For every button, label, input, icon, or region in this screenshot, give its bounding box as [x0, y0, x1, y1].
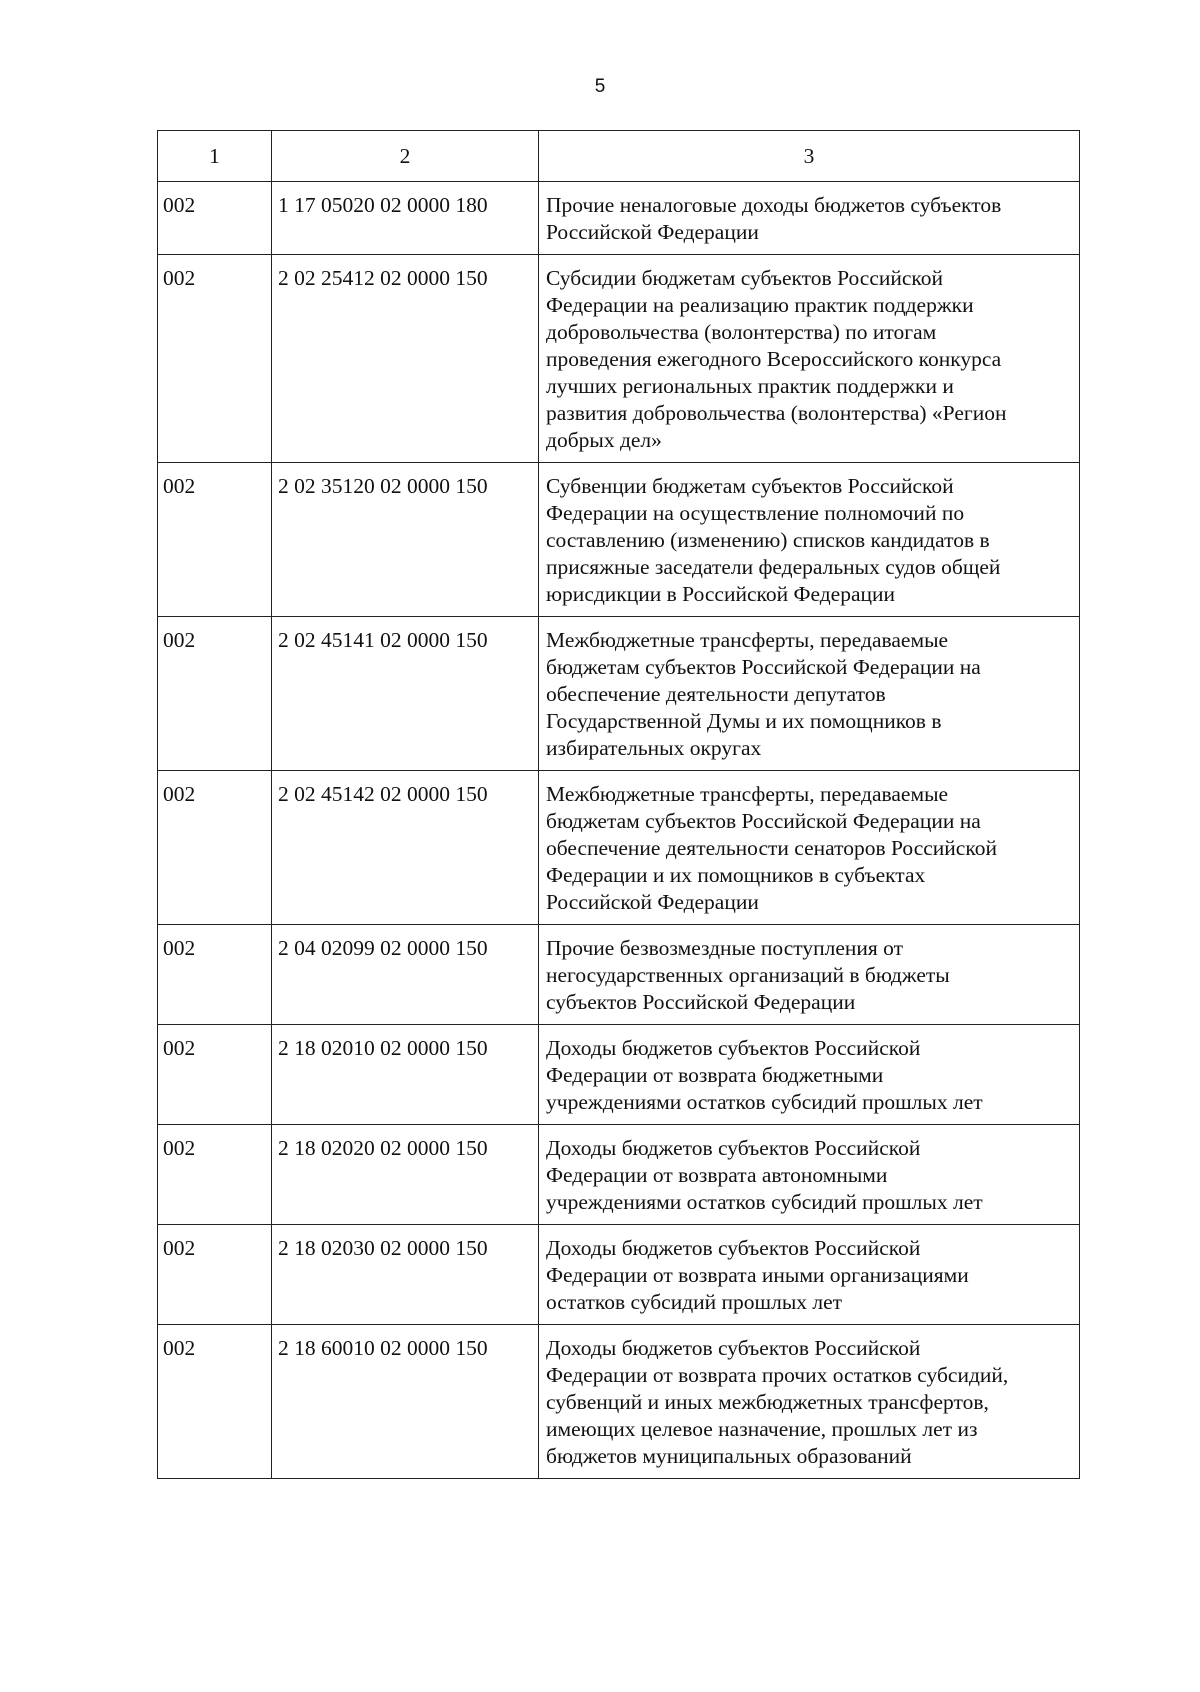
revenue-description	[546, 1135, 1071, 1216]
revenue-description-cell	[539, 1225, 1080, 1325]
table-row	[158, 925, 1080, 1025]
table-row	[158, 617, 1080, 771]
description-line: Федерации и их помощников в субъектах	[546, 863, 926, 887]
budget-classification-code-cell: 2 02 45142 02 0000 150	[272, 771, 539, 925]
revenue-description	[546, 1235, 1071, 1316]
admin-code-cell: 002	[158, 1225, 272, 1325]
table-row	[158, 463, 1080, 617]
description-line: Прочие безвозмездные поступления от	[546, 936, 904, 960]
description-line: Федерации на реализацию практик поддержки	[546, 293, 974, 317]
revenue-description	[546, 265, 1071, 454]
budget-classification-code-cell: 2 04 02099 02 0000 150	[272, 925, 539, 1025]
description-line: остатков субсидий прошлых лет	[546, 1290, 843, 1314]
admin-code-cell: 002	[158, 1025, 272, 1125]
revenue-description	[546, 1335, 1071, 1470]
column-header-3: 3	[539, 131, 1080, 182]
admin-code-cell: 002	[158, 1125, 272, 1225]
table-header-row	[158, 131, 1080, 182]
description-line: Федерации от возврата иными организациями	[546, 1263, 969, 1287]
description-line: Субсидии бюджетам субъектов Российской	[546, 266, 944, 290]
description-line: Федерации от возврата автономными	[546, 1163, 888, 1187]
page-number: 5	[594, 76, 606, 97]
description-line: обеспечение деятельности сенаторов Российской	[546, 836, 997, 860]
revenue-description-cell	[539, 182, 1080, 255]
table-row	[158, 1225, 1080, 1325]
description-line: проведения ежегодного Всероссийского конкурса	[546, 347, 1002, 371]
description-line: Доходы бюджетов субъектов Российской	[546, 1336, 921, 1360]
table-body	[158, 131, 1080, 1479]
description-line: добровольчества (волонтерства) по итогам	[546, 320, 937, 344]
admin-code-cell: 002	[158, 771, 272, 925]
column-header-2: 2	[272, 131, 539, 182]
description-line: развития добровольчества (волонтерства) «Регион	[546, 401, 1007, 425]
description-line: бюджетам субъектов Российской Федерации на	[546, 809, 981, 833]
admin-code-cell: 002	[158, 463, 272, 617]
description-line: присяжные заседатели федеральных судов общей	[546, 555, 1001, 579]
table-row	[158, 182, 1080, 255]
budget-classification-code-cell: 2 18 02020 02 0000 150	[272, 1125, 539, 1225]
revenue-description-cell	[539, 1325, 1080, 1479]
description-line: Межбюджетные трансферты, передаваемые	[546, 782, 949, 806]
budget-classification-code-cell: 2 18 02030 02 0000 150	[272, 1225, 539, 1325]
description-line: субъектов Российской Федерации	[546, 990, 856, 1014]
description-line: Федерации от возврата прочих остатков субсидий,	[546, 1363, 1009, 1387]
revenue-description-cell	[539, 771, 1080, 925]
revenue-classification-table	[157, 130, 1080, 1479]
revenue-description	[546, 627, 1071, 762]
description-line: Межбюджетные трансферты, передаваемые	[546, 628, 949, 652]
budget-classification-code-cell: 2 02 25412 02 0000 150	[272, 255, 539, 463]
revenue-description	[546, 192, 1071, 246]
description-line: субвенций и иных межбюджетных трансфертов,	[546, 1390, 989, 1414]
revenue-description-cell	[539, 925, 1080, 1025]
description-line: лучших региональных практик поддержки и	[546, 374, 954, 398]
description-line: имеющих целевое назначение, прошлых лет из	[546, 1417, 978, 1441]
table-row	[158, 1325, 1080, 1479]
revenue-description	[546, 935, 1071, 1016]
description-line: избирательных округах	[546, 736, 762, 760]
budget-classification-code-cell: 2 18 60010 02 0000 150	[272, 1325, 539, 1479]
admin-code-cell: 002	[158, 182, 272, 255]
description-line: составлению (изменению) списков кандидатов в	[546, 528, 990, 552]
description-line: Субвенции бюджетам субъектов Российской	[546, 474, 954, 498]
description-line: учреждениями остатков субсидий прошлых лет	[546, 1190, 983, 1214]
revenue-description-cell	[539, 255, 1080, 463]
column-header-1: 1	[158, 131, 272, 182]
table-row	[158, 1025, 1080, 1125]
description-line: Доходы бюджетов субъектов Российской	[546, 1236, 921, 1260]
admin-code-cell: 002	[158, 617, 272, 771]
budget-classification-code-cell: 2 18 02010 02 0000 150	[272, 1025, 539, 1125]
table-row	[158, 771, 1080, 925]
description-line: Государственной Думы и их помощников в	[546, 709, 942, 733]
admin-code-cell: 002	[158, 1325, 272, 1479]
revenue-description	[546, 781, 1071, 916]
description-line: Федерации на осуществление полномочий по	[546, 501, 965, 525]
revenue-description-cell	[539, 463, 1080, 617]
revenue-description-cell	[539, 617, 1080, 771]
admin-code-cell: 002	[158, 255, 272, 463]
description-line: Доходы бюджетов субъектов Российской	[546, 1036, 921, 1060]
table-row	[158, 1125, 1080, 1225]
admin-code-cell: 002	[158, 925, 272, 1025]
description-line: Российской Федерации	[546, 890, 759, 914]
budget-classification-code-cell: 2 02 45141 02 0000 150	[272, 617, 539, 771]
revenue-description-cell	[539, 1025, 1080, 1125]
description-line: бюджетам субъектов Российской Федерации на	[546, 655, 981, 679]
revenue-description-cell	[539, 1125, 1080, 1225]
description-line: Доходы бюджетов субъектов Российской	[546, 1136, 921, 1160]
description-line: Российской Федерации	[546, 220, 759, 244]
table-row	[158, 255, 1080, 463]
description-line: учреждениями остатков субсидий прошлых лет	[546, 1090, 983, 1114]
budget-classification-code-cell: 2 02 35120 02 0000 150	[272, 463, 539, 617]
description-line: добрых дел»	[546, 428, 662, 452]
budget-classification-code-cell: 1 17 05020 02 0000 180	[272, 182, 539, 255]
description-line: обеспечение деятельности депутатов	[546, 682, 886, 706]
description-line: юрисдикции в Российской Федерации	[546, 582, 896, 606]
description-line: Прочие неналоговые доходы бюджетов субъектов	[546, 193, 1002, 217]
description-line: негосударственных организаций в бюджеты	[546, 963, 950, 987]
description-line: Федерации от возврата бюджетными	[546, 1063, 884, 1087]
revenue-description	[546, 1035, 1071, 1116]
description-line: бюджетов муниципальных образований	[546, 1444, 912, 1468]
revenue-description	[546, 473, 1071, 608]
